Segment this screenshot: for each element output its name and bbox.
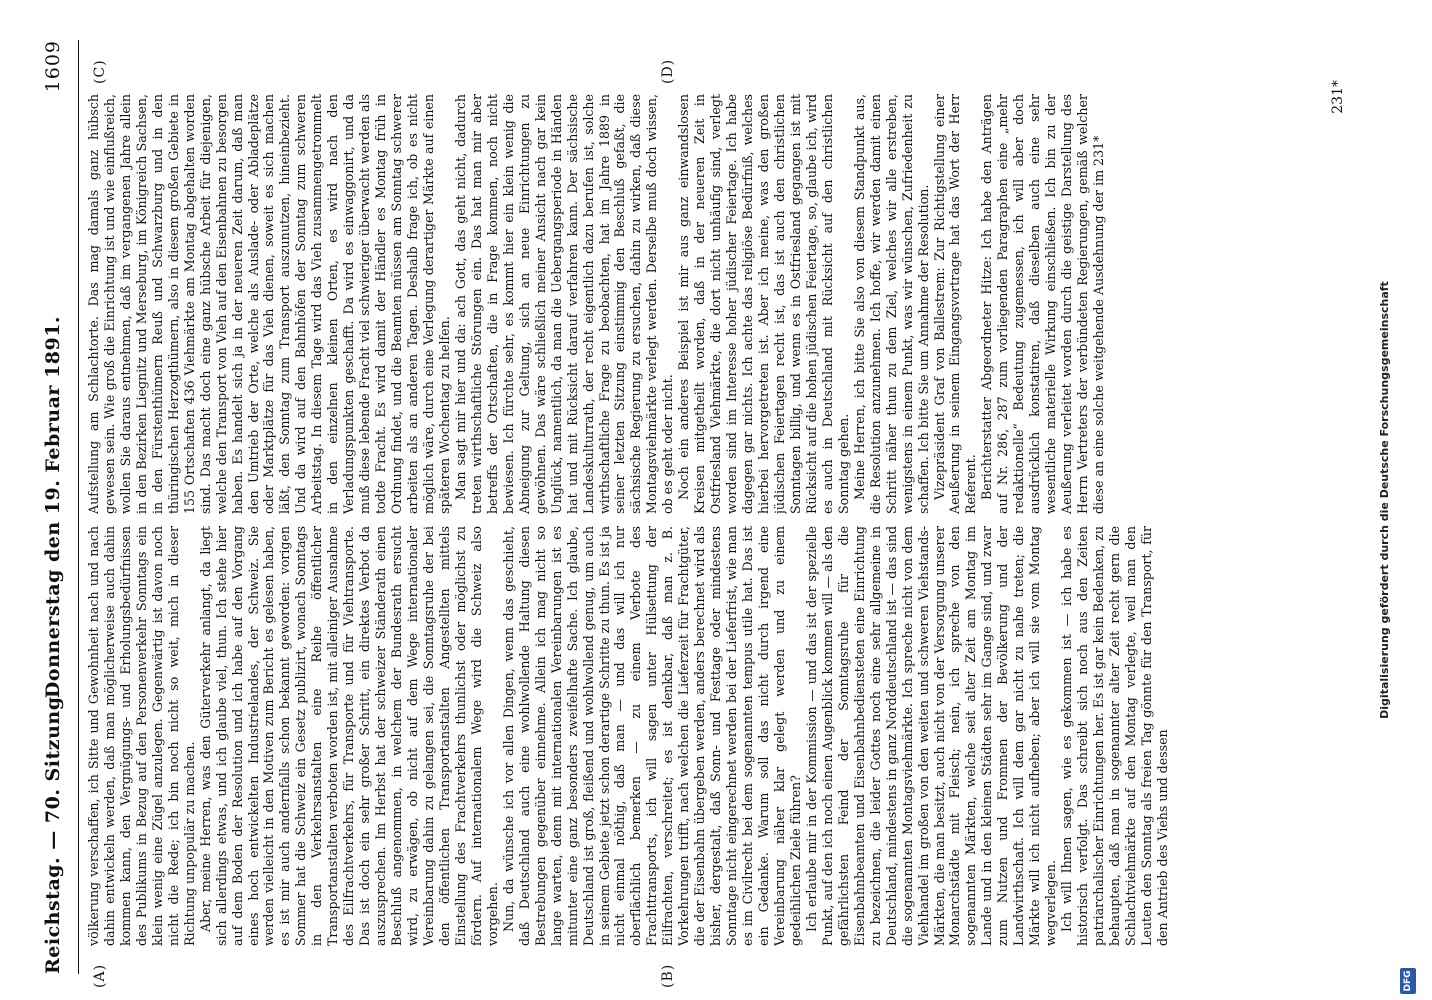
paragraph: Aufstellung am Schlachtorte. Das mag damals ganz hübsch gewesen sein. Wie groß die Einrichtung ist und wie einflußreich, wollen Sie daraus entnehmen, daß im vergangenen Jahre allein in den Bezirken Liegnitz und Merseburg, im Königreich Sachsen, in den Fürstenthümern Reuß und Schwarzburg und in den thüringischen Herzogthümern, also in diesem großen Gebiete in 155 Ortschaften 436 Viehmärkte am Montag abgehalten worden sind. Das macht doch eine ganz hübsche Arbeit für diejenigen, welche den Transport von Vieh auf den Eisenbahnen zu besorgen haben. Es handelt sich ja in der neueren Zeit darum, daß man den Umtrieb der Orte, welche als Auslade- oder Abladeplätze oder Marktplätze für das Vieh dienen, soweit es sich machen läßt, den Sonntag zum Transport auszunutzen, hineinbezieht. Und da wird auf den Bahnhöfen der Sonntag zum schweren Arbeitstag. In diesem Tage wird das Vieh zusammengetrommelt in den einzelnen kleinen Orten, es wird nach den Verladungspunkten geschafft. Da wird es einwaggonirt, und da muß diese lebende Fracht viel schwieriger überwacht werden als todte Fracht. Es wird damit der Händler es Montag früh in Ordnung findet, und die Beamten müssen am Sonntag schwerer arbeiten als an anderen Tagen. Deshalb frage ich, ob es nicht möglich wäre, durch eine Verlegung derartiger Märkte auf einen späteren Wochentag zu helfen.	[86, 94, 452, 514]
header-session: Reichstag. — 70. Sitzung.	[42, 689, 64, 974]
paragraph: Ich erlaube mir in der Kommission — und das ist der spezielle Punkt, auf den ich noch einen Augenblick kommen will — als den gefährlichsten Feind der Sonntagsruhe für die Eisenbahnbeamten und Eisenbahnbediensteten eine Einrichtung zu bezeichnen, die leider Gottes noch eine sehr allgemeine in Deutschland, mindestens in ganz Norddeutschland ist — das sind die sogenannten Montagsviehmärkte. Ich spreche nicht von dem Viehhandel im großen von den weiten und schweren Viehstands-Märkten, die man besitzt, auch nicht von der Versorgung unserer Monarchstädte mit Fleisch; nein, ich spreche von den sogenannten Märkten, welche seit alter Zeit am Montag im Lande und in den kleinen Städten sehr im Gange sind, und zwar zum Nutzen und Frommen der Bevölkerung und der Landwirthschaft. Ich will dem gar nicht zu nahe treten; die Märkte will ich nicht aufheben; aber ich will sie vom Montag wegverlegen.	[803, 526, 1059, 946]
paragraph: Nun, da wünsche ich vor allen Dingen, wenn das geschieht, daß Deutschland auch eine wohlwollende Haltung diesen Bestrebungen gegenüber einnehme. Allein ich mag nicht so lange warten, denn mit internationalen Vereinbarungen ist es mitunter eine ganz besonders zweifelhafte Sache. Ich glaube, Deutschland ist groß, fleißend und wohlwollend genug, um auch in seinem Gebiete jetzt schon derartige Schritte zu thun. Es ist ja nicht einmal nöthig, daß man — und das will ich nur oberflächlich bemerken — zu einem Verbote des Frachttransports, ich will sagen unter Hülsettung der Eilfrachten, verschreitet; es ist denkbar, daß man z. B. Vorkehrungen trifft, nach welchen die Lieferzeit für Frachtgüter, die der Eisenbahn übergeben werden, anders berechnet wird als bisher, dergestalt, daß Sonn- und Festtage oder mindestens Sonntage nicht eingerechnet werden bei der Lieferfrist, wie man es im Civilrecht bei dem sogenannten tempus utile hat. Das ist ein Gedanke. Warum soll das nicht durch irgend eine Vereinbarung näher klar gelegt werden und zu einem gedeihlichen Ziele führen?	[500, 526, 803, 946]
digitization-credit: Digitalisierung gefördert durch die Deutsche Forschungsgemeinschaft	[1378, 281, 1391, 719]
speaker-paragraph: Vizepräsident Graf von Ballestrem: Zur Richtigstellung einer Aeußerung in seinem Eingangsvortrage hat das Wort der Herr Referent.	[931, 94, 979, 514]
paragraph: völkerung verschaffen, ich Sitte und Gewohnheit nach und nach dahin entwickeln werden, daß man möglicherweise auch dahin kommen kann, den Vergnügungs- und Erholungsbedürfnissen des Publikums in Bezug auf den Personenverkehr Sonntags ein klein wenig eine Zügel anzulegen. Gegenwärtig ist davon noch nicht die Rede; ich bin noch nicht so weit, mich in dieser Richtung unpopulär zu machen.	[86, 526, 197, 946]
bottom-page-number: 231*	[1330, 80, 1346, 114]
paragraph: Noch ein anderes Beispiel ist mir aus ganz einwandslosen Kreisen mitgetheilt worden, daß in der neueren Zeit in Ostfriesland Viehmärkte, die dort nicht unhäufig sind, verlegt worden sind im Interesse hoher jüdischer Feiertage. Ich habe dagegen gar nichts. Ich achte das religiöse Bedürfniß, welches hierbei hervorgetreten ist. Aber ich meine, was den großen jüdischen Feiertagen recht ist, das ist auch den christlichen Sonntagen billig, und wenn es in Ostfriesland gegangen ist mit Rücksicht auf die hohen jüdischen Feiertage, so, glaube ich, wird es auch in Deutschland mit Rücksicht auf den christlichen Sonntag gehen.	[676, 94, 851, 514]
paragraph: Meine Herren, ich bitte Sie also von diesem Standpunkt aus, die Resolution anzunehmen. Ich hoffe, wir werden damit einen Schritt näher thun zu dem Ziel, welches wir alle erstreben, wenigstens in einem Punkt, was wir wünschen, Zufriedenheit zu schaffen. Ich bitte Sie um Annahme der Resolution.	[851, 94, 931, 514]
header-date: Donnerstag den 19. Februar 1891.	[42, 315, 64, 699]
page-header	[30, 40, 70, 974]
margin-marker-c: (C)	[92, 59, 108, 84]
margin-marker-d: (D)	[660, 58, 676, 84]
header-rule	[78, 40, 79, 974]
right-text-column	[86, 94, 1326, 514]
paragraph: Ich will Ihnen sagen, wie es gekommen ist — ich habe es historisch verfolgt. Das schreibt sich noch aus den Zeiten patriarchalischer Einrichtungen her. Es ist gar kein Bedenken, zu behaupten, daß man in sogenannter alter Zeit recht gern die Schlachtviehmärkte auf den Montag verlegte, weil man den Leuten den Sonntag als freien Tag gönnte für den Transport, für den Antrieb des Viehs und dessen	[1059, 526, 1170, 946]
paragraph: Man sagt mir hier und da: ach Gott, das geht nicht, dadurch treten wirthschaftliche Störungen ein. Das hat man mir aber betreffs der Ortschaften, die in Frage kommen, noch nicht bewiesen. Ich fürchte sehr, es kommt hier ein klein wenig die Abneigung zur Geltung, sich an neue Einrichtungen zu gewöhnen. Das wäre schließlich meiner Ansicht nach gar kein Unglück, namentlich, da man die Uebergangsperiode in Händen hat und mit Rücksicht darauf verfahren kann. Der sächsische Landeskulturrath, der recht eigentlich dazu berufen ist, solche wirthschaftliche Frage zu beobachten, hat im Jahre 1889 in seiner letzten Sitzung einstimmig den Beschluß gefaßt, die sächsische Regierung zu ersuchen, dahin zu wirken, daß diese Montagsviehmärkte verlegt werden. Derselbe muß doch wissen, ob es geht oder nicht.	[452, 94, 676, 514]
dfg-logo: DFG	[1400, 968, 1416, 994]
left-text-column	[86, 526, 1326, 946]
margin-marker-a: (A)	[92, 963, 108, 988]
page-number: 1609	[42, 40, 64, 93]
speaker-paragraph: Berichterstatter Abgeordneter Hitze: Ich habe den Anträgen auf Nr. 286, 287 zum vorliegenden Paragraphen eine „mehr redaktionelle“ Bedeutung zugemessen, ich will aber doch ausdrücklich konstatiren, daß dieselben auch eine sehr wesentliche materielle Wirkung einschließen. Ich bin zu der Aeußerung verleitet worden durch die geistige Darstellung des Herrn Vertreters der verbündeten Regierungen, gemäß welcher diese an eine solche weitgehende Ausdehnung der im 231*	[979, 94, 1107, 514]
margin-marker-b: (B)	[660, 963, 676, 988]
paragraph: Aber, meine Herren, was den Güterverkehr anlangt, da liegt sich allerdings etwas, und ich glaube viel, thun. Ich stehe hier auf dem Boden der Resolution und ich habe auf den Vorgang eines hoch entwickelten Industrielandes, der Schweiz. Sie werden vielleicht in den Motiven zum Bericht es gelesen haben, es ist mir auch andernfalls schon bekannt geworden: vorigen Sommer hat die Schweiz ein Gesetz publizirt, wonach Sonntags in den Verkehrsanstalten eine Reihe öffentlicher Transportanstalten verboten worden ist, mit alleiniger Ausnahme des Eilfrachtverkehrs, für Transporte und für Viehtransporte. Das ist doch ein sehr großer Schritt, ein direktes Verbot da auszusprechen. Im Herbst hat der schweizer Ständerath einen Beschluß angenommen, in welchem der Bundesrath ersucht wird, zu erwägen, ob nicht auf dem Wege internationaler Vereinbarung dahin zu gelangen sei, die Sonntagsruhe der bei den öffentlichen Transportanstalten Angestellten mittels Einstellung des Frachtverkehrs thunlichst oder möglichst zu fördern. Auf internationalem Wege wird die Schweiz also vorgehen.	[197, 526, 500, 946]
